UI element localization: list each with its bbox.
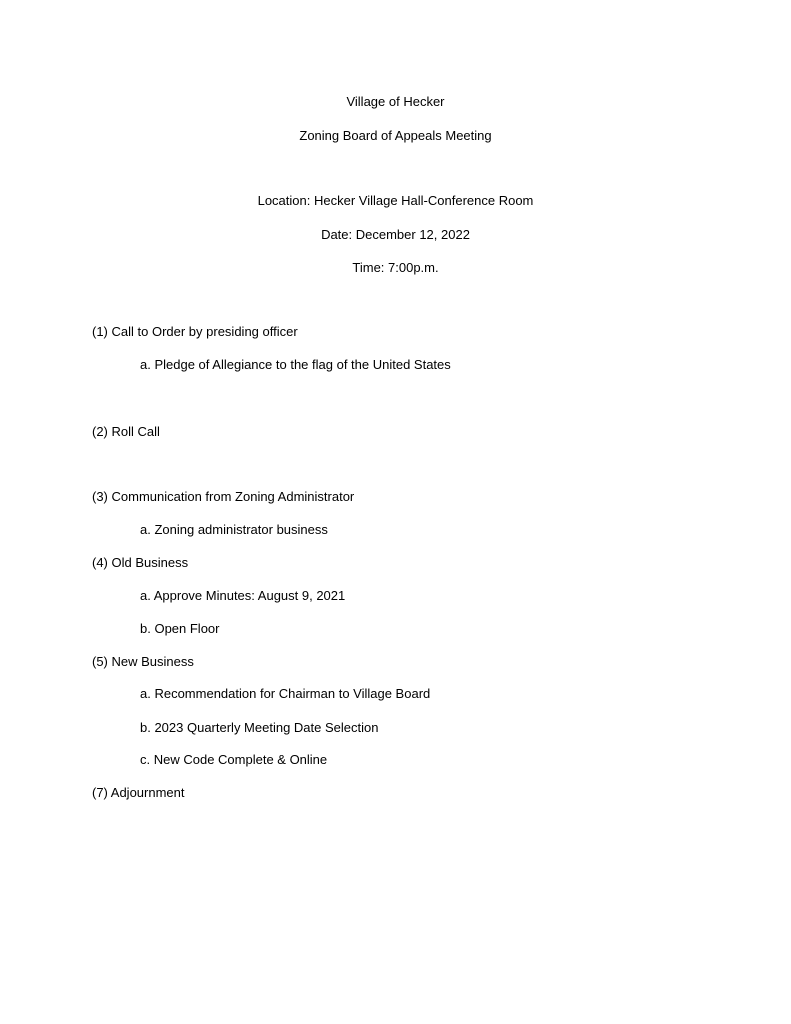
agenda-subitem-meeting-date-selection: b. 2023 Quarterly Meeting Date Selection (140, 720, 379, 735)
agenda-subitem-approve-minutes: a. Approve Minutes: August 9, 2021 (140, 588, 346, 603)
meeting-date: Date: December 12, 2022 (321, 227, 470, 242)
agenda-subitem-new-code: c. New Code Complete & Online (140, 752, 328, 767)
agenda-item-new-business: (5) New Business (92, 654, 194, 669)
agenda-subitem-zoning-business: a. Zoning administrator business (140, 522, 328, 537)
organization-name: Village of Hecker (346, 94, 445, 109)
agenda-item-roll-call: (2) Roll Call (92, 424, 160, 439)
agenda-subitem-pledge: a. Pledge of Allegiance to the flag of the United States (140, 357, 451, 372)
agenda-item-old-business: (4) Old Business (92, 555, 189, 570)
agenda-item-call-to-order: (1) Call to Order by presiding officer (92, 324, 298, 339)
agenda-item-adjournment: (7) Adjournment (92, 785, 185, 800)
meeting-time: Time: 7:00p.m. (352, 260, 439, 275)
agenda-subitem-open-floor: b. Open Floor (140, 621, 220, 636)
meeting-location: Location: Hecker Village Hall-Conference Room (257, 193, 534, 208)
agenda-subitem-chairman-recommendation: a. Recommendation for Chairman to Village Board (140, 686, 431, 701)
agenda-item-communication: (3) Communication from Zoning Administrator (92, 489, 355, 504)
meeting-title: Zoning Board of Appeals Meeting (299, 128, 492, 143)
